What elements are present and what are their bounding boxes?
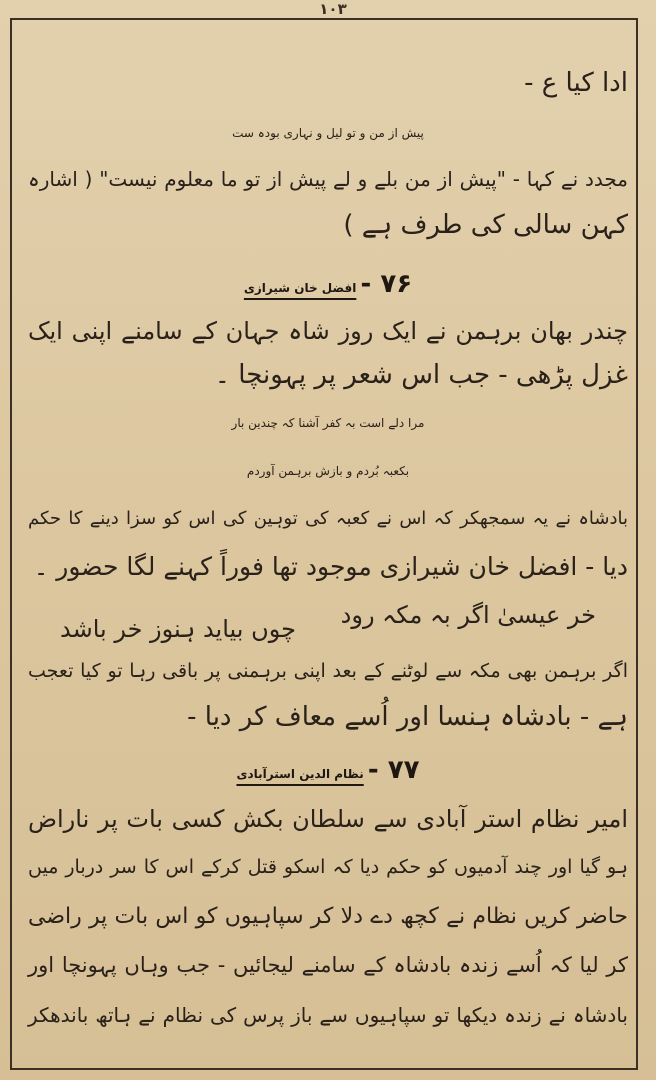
text-line-3: مجدد نے کہا - "پیش از من بلے و لے پیش از تو ما معلوم نیست" ( اشارہ [28,167,628,191]
text-line-4: کہن سالی کی طرف ہے ) [343,210,628,240]
heading-number: ۷۶ - [360,269,413,299]
verse-line: مرا دلے است بہ کفر آشنا کہ چندین بار [231,416,425,430]
text-line-1: ادا کیا ع - [524,68,628,98]
text-line-5: چندر بھان برہمن نے ایک روز شاہ جہان کے سامنے اپنی ایک [28,317,628,345]
verse-line: پیش از من و تو لیل و نہاری بودہ ست [232,126,424,140]
verse-line: بکعبہ بُردم و بازش برہمن آوردم [246,464,410,478]
text-line-9: بادشاہ نے یہ سمجھکر کہ اس نے کعبہ کی توہین کی اس کو سزا دینے کا حکم [28,508,628,529]
text-line-6: غزل پڑھی - جب اس شعر پر پہونچا ۔ [214,360,628,390]
couplet-right: خر عیسیٰ اگر بہ مکہ رود [340,601,596,629]
text-line-14: ہے - بادشاہ ہنسا اور اُسے معاف کر دیا - [187,702,628,732]
section-heading-77 [0,748,656,796]
couplet-left: چوں بیاید ہنوز خر باشد [60,615,296,643]
text-line-17: ہو گیا اور چند آدمیوں کو حکم دیا کہ اسکو قتل کرکے اس کا سر دربار میں [28,856,628,878]
text-line-10: دیا - افضل خان شیرازی موجود تھا فوراً کہنے لگا حضور ۔ [33,552,628,581]
heading-number: ۷۷ - [367,755,420,785]
section-heading-76 [0,262,656,310]
text-line-19: کر لیا کہ اُسے زندہ بادشاہ کے سامنے لیجائیں - جب وہاں پہونچا اور [28,953,628,977]
text-line-13: اگر برہمن بھی مکہ سے لوٹنے کے بعد اپنی برہمنی پر باقی رہا تو کیا تعجب [28,660,628,682]
heading-title: افضل خان شیرازی [243,281,357,295]
text-line-18: حاضر کریں نظام نے کچھ دے دلا کر سپاہیوں کو اس بات پر راضی [28,904,628,929]
text-line-16: امیر نظام استر آبادی سے سلطان بکش کسی بات پر ناراض [28,805,628,833]
page-number: ۱۰۳ [319,0,347,18]
heading-title: نظام الدین استرآبادی [236,767,364,781]
text-line-20: بادشاہ نے زندہ دیکھا تو سپاہیوں سے باز پرس کی نظام نے ہاتھ باندھکر [28,1003,628,1027]
